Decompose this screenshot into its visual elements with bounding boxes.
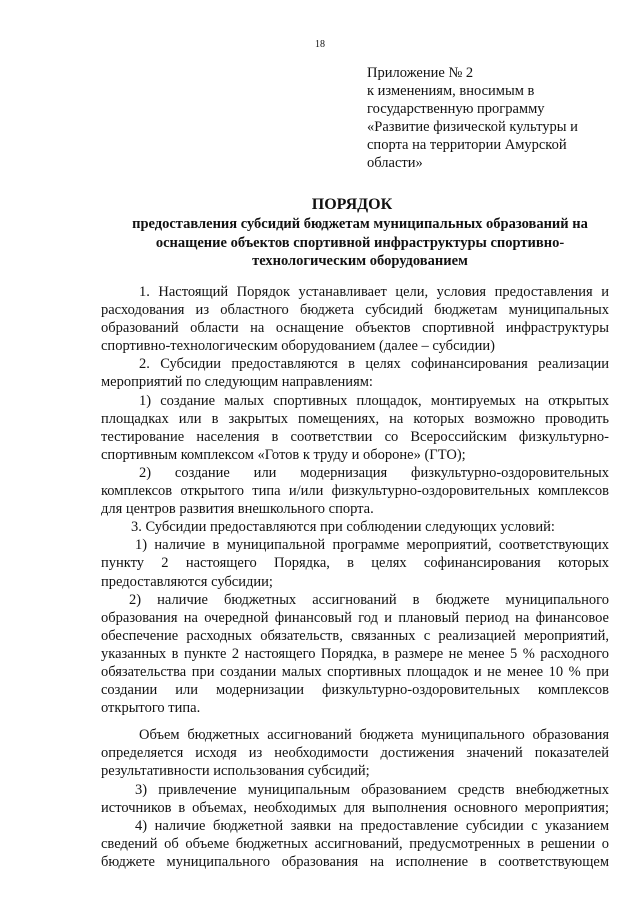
body-line: спортивно-технологическим оборудованием (далее – субсидии) (101, 338, 495, 355)
body-line: 1. Настоящий Порядок устанавливает цели, условия предоставления и (139, 284, 609, 300)
body-line: спортивным комплексом «Готов к труду и обороне» (ГТО); (101, 446, 466, 463)
body-line: 2) создание или модернизация физкультурно-оздоровительных (139, 464, 609, 481)
body-line: открытого типа. (101, 700, 201, 717)
body-line: определяется исходя из необходимости достижения значений показателей (101, 745, 609, 762)
appendix-line: спорта на территории Амурской (367, 137, 567, 153)
body-line: предоставляются субсидии; (101, 573, 273, 590)
document-subtitle (60, 215, 640, 271)
appendix-line: к изменениям, вносимым в (367, 83, 535, 99)
body-line: обеспечение расходных обязательств, связанных с реализацией мероприятий, (101, 627, 609, 644)
appendix-line: «Развитие физической культуры и (367, 119, 578, 135)
body-line: источников в объемах, необходимых для выполнения основного мероприятия; (101, 799, 609, 816)
appendix-line: государственную программу (367, 101, 545, 117)
body-line: 3) привлечение муниципальным образованием средств внебюджетных (135, 781, 609, 798)
body-line: 1) создание малых спортивных площадок, монтируемых на открытых (139, 392, 609, 409)
body-line: для центров развития внешкольного спорта. (101, 501, 374, 518)
body-line: результативности использования субсидий; (101, 763, 370, 780)
page-number: 18 (315, 39, 325, 50)
body-line: площадках или в закрытых помещениях, на которых возможно проводить (101, 410, 609, 427)
subtitle-line: технологическим оборудованием (252, 253, 468, 269)
body-line: Объем бюджетных ассигнований бюджета муниципального образования (139, 727, 609, 744)
body-line: сведений об объеме бюджетных ассигнований, предусмотренных в решении о (101, 835, 609, 852)
subtitle-line: оснащение объектов спортивной инфраструктуры спортивно- (155, 234, 565, 251)
body-line: обязательства при создании малых спортивных площадок и не менее 10 % при (101, 663, 609, 680)
body-line: комплексов открытого типа и/или физкультурно-оздоровительных комплексов (101, 483, 609, 500)
body-line: указанных в пункте 2 настоящего Порядка, в размере не менее 5 % расходного (101, 645, 609, 662)
subtitle-line: предоставления субсидий бюджетам муниципальных образований на (132, 216, 588, 232)
body-line: 3. Субсидии предоставляются при соблюдении следующих условий: (131, 519, 555, 536)
body-line: бюджете муниципального образования на исполнение в соответствующем (101, 853, 609, 870)
body-line: пункту 2 настоящего Порядка, в целях софинансирования которых (101, 555, 609, 572)
body-line: образований области на оснащение объектов спортивной инфраструктуры (101, 320, 609, 337)
document-title: ПОРЯДОК (311, 196, 393, 213)
appendix-line: области» (367, 155, 423, 171)
document-body (101, 283, 609, 871)
body-line: мероприятий по следующим направлениям: (101, 374, 373, 391)
body-line: 2. Субсидии предоставляются в целях софинансирования реализации (139, 356, 609, 373)
body-line: создании или модернизации физкультурно-оздоровительных комплексов (101, 682, 609, 699)
body-line: 1) наличие в муниципальной программе мероприятий, соответствующих (135, 537, 609, 554)
body-line: образования на очередной финансовый год и плановый период на финансовое (101, 609, 609, 626)
body-line: расходования из областного бюджета субсидий бюджетам муниципальных (101, 302, 609, 319)
body-line: тестирование населения в соответствии со Всероссийским физкультурно- (101, 428, 609, 445)
appendix-line: Приложение № 2 (367, 65, 474, 81)
appendix-block (367, 64, 607, 172)
body-line: 2) наличие бюджетных ассигнований в бюджете муниципального (129, 591, 609, 608)
body-line: 4) наличие бюджетной заявки на предоставление субсидии с указанием (135, 817, 609, 834)
